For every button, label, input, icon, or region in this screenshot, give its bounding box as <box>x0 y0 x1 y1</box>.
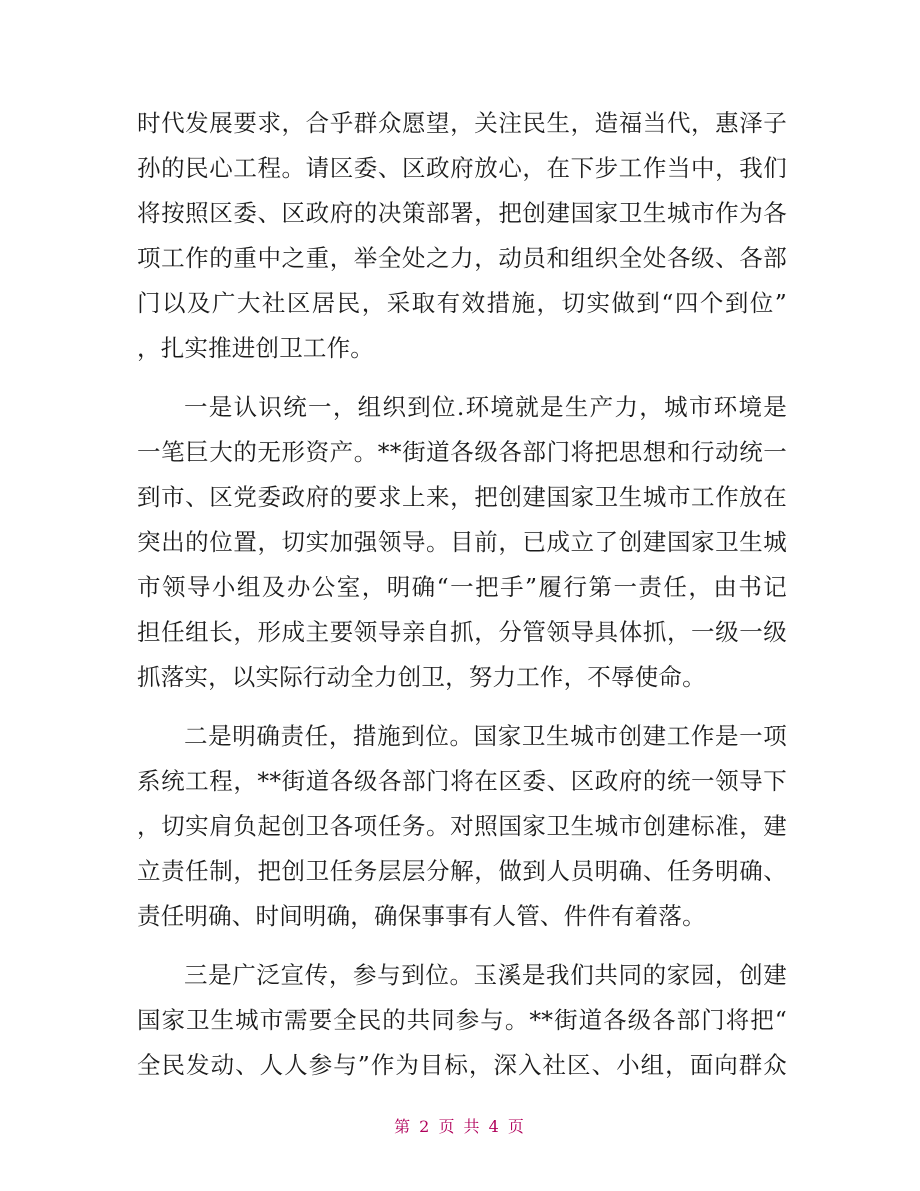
text-line: 项工作的重中之重，举全处之力，动员和组织全处各级、各部 <box>137 244 787 272</box>
paragraph <box>137 953 787 1088</box>
text-line: 立责任制，把创卫任务层层分解，做到人员明确、任务明确、 <box>137 857 787 885</box>
paragraph <box>137 101 787 371</box>
text-line: ，切实肩负起创卫各项任务。对照国家卫生城市创建标准，建 <box>137 812 787 840</box>
text-line: ，扎实推进创卫工作。 <box>137 334 374 362</box>
page-number-footer: 第 2 页 共 4 页 <box>394 1117 526 1136</box>
text-line: 二是明确责任，措施到位。国家卫生城市创建工作是一项 <box>184 722 787 750</box>
text-line: 到市、区党委政府的要求上来，把创建国家卫生城市工作放在 <box>137 483 787 511</box>
paragraph <box>137 714 787 939</box>
text-line: 一是认识统一，组织到位.环境就是生产力，城市环境是 <box>184 393 787 421</box>
text-line: 系统工程，**街道各级各部门将在区委、区政府的统一领导下 <box>137 767 787 795</box>
body-text <box>137 101 787 1088</box>
text-line: 市领导小组及办公室，明确“一把手”履行第一责任，由书记 <box>137 573 787 601</box>
text-line: 全民发动、人人参与”作为目标，深入社区、小组，面向群众 <box>137 1051 787 1079</box>
text-line: 一笔巨大的无形资产。**街道各级各部门将把思想和行动统一 <box>137 438 787 466</box>
text-line: 抓落实，以实际行动全力创卫，努力工作，不辱使命。 <box>137 663 706 691</box>
text-line: 时代发展要求，合乎群众愿望，关注民生，造福当代，惠泽子 <box>137 109 787 137</box>
text-line: 担任组长，形成主要领导亲自抓，分管领导具体抓，一级一级 <box>137 618 787 646</box>
text-line: 将按照区委、区政府的决策部署，把创建国家卫生城市作为各 <box>137 199 787 227</box>
text-line: 责任明确、时间明确，确保事事有人管、件件有着落。 <box>137 902 706 930</box>
text-line: 突出的位置，切实加强领导。目前，已成立了创建国家卫生城 <box>137 528 787 556</box>
text-line: 国家卫生城市需要全民的共同参与。**街道各级各部门将把“ <box>137 1006 787 1034</box>
text-line: 孙的民心工程。请区委、区政府放心，在下步工作当中，我们 <box>137 154 787 182</box>
paragraph <box>137 385 787 700</box>
text-line: 三是广泛宣传，参与到位。玉溪是我们共同的家园，创建 <box>184 961 787 989</box>
text-line: 门以及广大社区居民，采取有效措施，切实做到“四个到位” <box>137 289 787 317</box>
